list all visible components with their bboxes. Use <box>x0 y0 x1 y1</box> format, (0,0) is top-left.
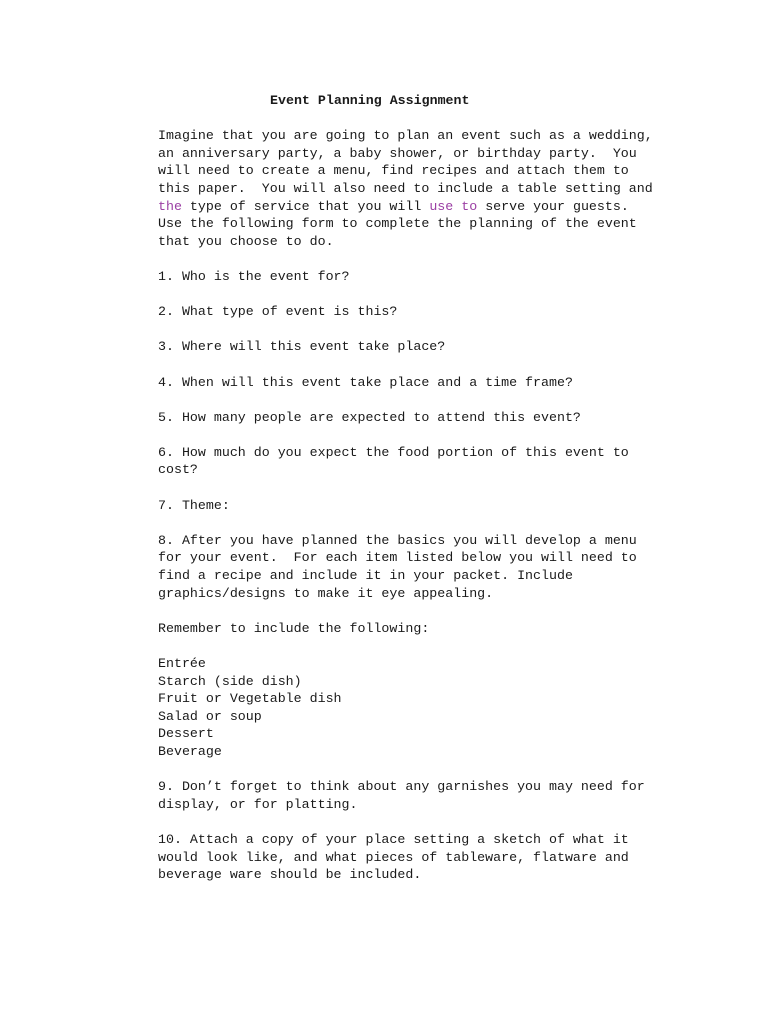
intro-paragraph <box>158 127 661 250</box>
document-title: Event Planning Assignment <box>270 93 470 108</box>
reminder-text: Remember to include the following: <box>158 620 430 636</box>
question-1: 1. Who is the event for? <box>158 268 350 284</box>
intro-highlight-the: the <box>158 198 182 214</box>
question-9: 9. Don’t forget to think about any garnishes you may need for display, or for platting. <box>158 779 653 812</box>
question-7: 7. Theme: <box>158 497 230 513</box>
intro-text-part3: serve your guests. Use the following form to complete the planning of the event that you choose to do. <box>158 198 645 249</box>
menu-item-beverage: Beverage <box>158 743 222 759</box>
menu-item-entree: Entrée <box>158 656 206 671</box>
document-page <box>158 92 661 901</box>
menu-item-list <box>158 655 658 761</box>
menu-item-dessert: Dessert <box>158 726 214 742</box>
question-10: 10. Attach a copy of your place setting a sketch of what it would look like, and what pieces of tableware, flatware and beverage ware should be included. <box>158 831 637 883</box>
menu-item-fruit-vegetable: Fruit or Vegetable dish <box>158 691 342 707</box>
question-3: 3. Where will this event take place? <box>158 339 446 355</box>
intro-highlight-use-to: use to <box>429 198 478 214</box>
menu-item-salad-soup: Salad or soup <box>158 708 262 724</box>
question-4: 4. When will this event take place and a time frame? <box>158 374 573 390</box>
question-5: 5. How many people are expected to attend this event? <box>158 409 581 425</box>
question-8: 8. After you have planned the basics you will develop a menu for your event. For each item listed below you will need to find a recipe and include it in your packet. Include graphics/designs to make it eye appealing. <box>158 532 645 601</box>
intro-text-part2: type of service that you will <box>181 198 430 214</box>
question-6: 6. How much do you expect the food portion of this event to cost? <box>158 444 637 478</box>
menu-item-starch: Starch (side dish) <box>158 673 302 689</box>
question-2: 2. What type of event is this? <box>158 304 398 320</box>
intro-text-part1: Imagine that you are going to plan an event such as a wedding, an anniversary party, a baby shower, or birthday party. You will need to create a menu, find recipes and attach them to this paper. You will also need to include a table setting and <box>158 128 661 196</box>
